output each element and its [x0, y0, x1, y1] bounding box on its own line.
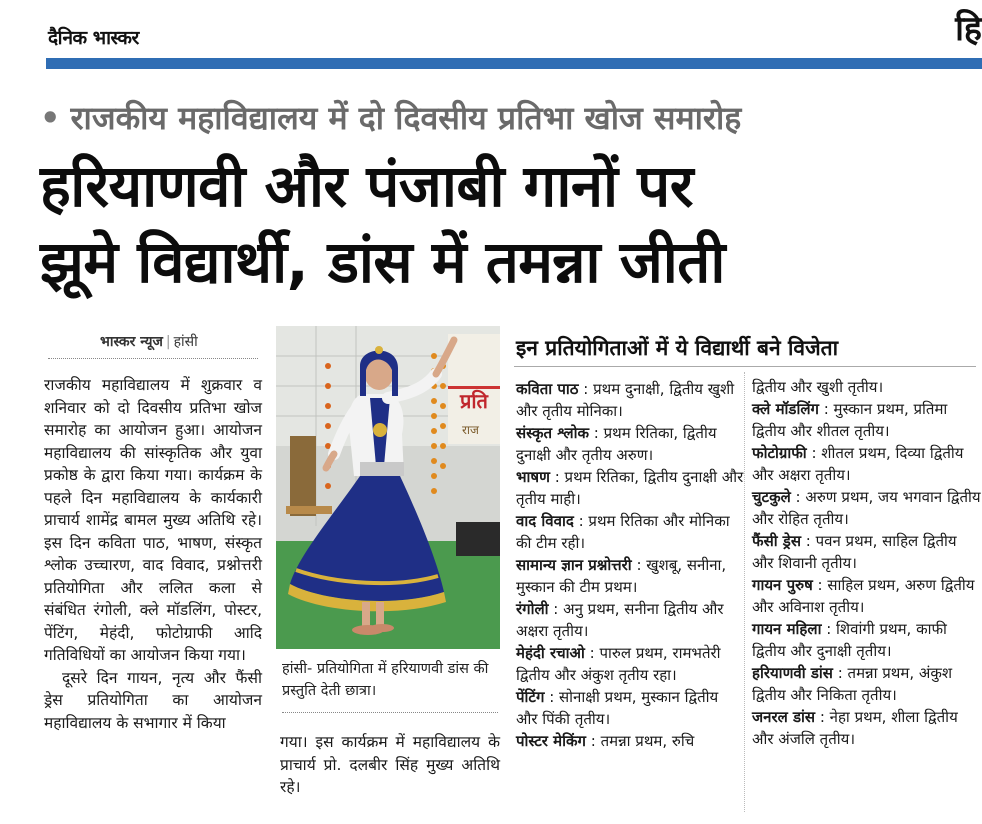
winner-result: साहिल प्रथम, अरुण द्वितीय और अविनाश तृतीय।: [752, 576, 975, 616]
winner-result: तमन्ना प्रथम, अंकुश द्वितीय और निकिता तृतीय।: [752, 664, 953, 704]
winner-category: कविता पाठ: [516, 380, 579, 398]
winner-entry: [752, 530, 982, 574]
newspaper-masthead: दैनिक भास्कर: [48, 27, 139, 49]
winner-separator: :: [589, 424, 604, 442]
winners-column-a: [516, 378, 744, 752]
winner-entry: [752, 574, 982, 618]
winners-column-b: [752, 376, 982, 750]
caption-divider: [282, 712, 498, 713]
winners-title: इन प्रतियोगिताओं में ये विद्यार्थी बने विजेता: [516, 336, 839, 360]
winners-column-divider: [744, 372, 745, 812]
winner-entry: [516, 730, 744, 752]
winner-entry: [752, 486, 982, 530]
winner-separator: :: [549, 468, 565, 486]
winner-separator: :: [584, 644, 600, 662]
winner-entry: [516, 598, 744, 642]
winner-result: अरुण प्रथम, जय भगवान द्वितीय और रोहित तृतीय।: [752, 488, 981, 528]
body-paragraph-2: दूसरे दिन गायन, नृत्य और फैंसी ड्रेस प्रतियोगिता का आयोजन महाविद्यालय के सभागार में किया: [44, 668, 262, 732]
winner-result: प्रथम रितिका, द्वितीय दुनाक्षी और तृतीय माही।: [516, 468, 744, 508]
winner-result: पारुल प्रथम, रामभतेरी द्वितीय और अंकुश तृतीय रहा।: [516, 644, 721, 684]
kicker-line: [40, 96, 741, 139]
winner-separator: :: [585, 732, 601, 750]
winner-category: गायन महिला: [752, 620, 822, 638]
winner-category: जनरल डांस: [752, 708, 816, 726]
winners-lead-text: द्वितीय और खुशी तृतीय।: [752, 378, 884, 396]
page-section-label: हि: [955, 9, 982, 49]
winner-separator: :: [806, 444, 822, 462]
winner-category: गायन पुरुष: [752, 576, 813, 594]
winner-entry: [752, 662, 982, 706]
winner-separator: :: [800, 532, 816, 550]
dance-photo: [276, 326, 500, 649]
winner-entry: [516, 378, 744, 422]
winner-category: रंगोली: [516, 600, 549, 618]
winner-entry: [516, 422, 744, 466]
winner-separator: :: [631, 556, 647, 574]
body-continued-text: गया। इस कार्यक्रम में महाविद्यालय के प्राचार्य प्रो. दलबीर सिंह मुख्य अतिथि रहे।: [280, 733, 500, 796]
byline-bureau: भास्कर न्यूज: [100, 334, 163, 350]
winner-category: संस्कृत श्लोक: [516, 424, 590, 442]
winner-result: सोनाक्षी प्रथम, मुस्कान द्वितीय और पिंकी तृतीय।: [516, 688, 719, 728]
article-body-continued: [280, 731, 500, 799]
winner-category: फैंसी ड्रेस: [752, 532, 801, 550]
winner-entry: [516, 642, 744, 686]
winner-category: भाषण: [516, 468, 550, 486]
winner-result: प्रथम रितिका, द्वितीय दुनाक्षी और तृतीय अरुण।: [516, 424, 717, 464]
byline: [100, 332, 198, 351]
winner-entry: [752, 442, 982, 486]
backdrop-text: प्रति: [460, 389, 488, 413]
dancer-illustration: [276, 326, 500, 649]
kicker-text: राजकीय महाविद्यालय में दो दिवसीय प्रतिभा खोज समारोह: [70, 99, 742, 137]
winner-result: शीतल प्रथम, दिव्या द्वितीय और अक्षरा तृतीय।: [752, 444, 964, 484]
winner-result: खुशबू, सनीना, मुस्कान की टीम प्रथम।: [516, 556, 727, 596]
winner-result: शिवांगी प्रथम, काफी द्वितीय और दुनाक्षी तृतीय।: [752, 620, 947, 660]
next-article-cutoff: [46, 812, 982, 824]
winner-separator: :: [832, 664, 848, 682]
winner-result: तमन्ना प्रथम, रुचि: [600, 732, 695, 750]
winner-separator: :: [818, 400, 834, 418]
bullet-icon: •: [40, 99, 61, 137]
body-paragraph-1: राजकीय महाविद्यालय में शुक्रवार व शनिवार को दो दिवसीय प्रतिभा खोज समारोह का आयोजन हुआ। आयोजन महाविद्यालय की सांस्कृतिक और युवा प्रकोष्ठ के द्वारा किया गया। कार्यक्रम के पहले दिन महाविद्यालय के कार्यकारी प्राचार्य शामेंद्र बामल मुख्य अतिथि रहे। इस दिन कविता पाठ, भाषण, संस्कृत श्लोक उच्चारण, वाद विवाद, प्रश्नोत्तरी प्रतियोगिता और ललित कला से संबंधित रंगोली, क्ले मॉडलिंग, पोस्टर, पेंटिंग, मेहंदी, फोटोग्राफी आदि गतिविधियों का आयोजन किया गया।: [44, 376, 262, 664]
headline: [40, 148, 980, 300]
winner-entry: [752, 706, 982, 750]
winner-category: सामान्य ज्ञान प्रश्नोत्तरी: [516, 556, 632, 574]
winner-result: प्रथम दुनाक्षी, द्वितीय खुशी और तृतीय मोनिका।: [516, 380, 735, 420]
winner-separator: :: [578, 380, 594, 398]
winner-category: पोस्टर मेकिंग: [516, 732, 586, 750]
winner-entry: [752, 618, 982, 662]
winner-separator: :: [790, 488, 806, 506]
winner-category: मेहंदी रचाओ: [516, 644, 585, 662]
winner-entry: [516, 510, 744, 554]
winner-entry: [516, 554, 744, 598]
winner-category: वाद विवाद: [516, 512, 574, 530]
winner-category: फोटोग्राफी: [752, 444, 807, 462]
winner-category: पेंटिंग: [516, 688, 545, 706]
winner-entry: [516, 686, 744, 730]
backdrop-subtext: राज: [462, 423, 479, 437]
winner-separator: :: [821, 620, 837, 638]
winners-title-rule: [514, 366, 976, 367]
winner-separator: :: [573, 512, 589, 530]
winner-separator: :: [544, 688, 560, 706]
article-body: [44, 374, 262, 734]
byline-separator: |: [165, 334, 171, 350]
winner-category: हरियाणवी डांस: [752, 664, 833, 682]
headline-line-2: झूमे विद्यार्थी, डांस में तमन्ना जीती: [40, 228, 725, 296]
winner-separator: :: [815, 708, 830, 726]
headline-line-1: हरियाणवी और पंजाबी गानों पर: [40, 152, 693, 220]
winner-result: अनु प्रथम, सनीना द्वितीय और अक्षरा तृतीय।: [516, 600, 724, 640]
winner-entry: [752, 398, 982, 442]
winner-separator: :: [812, 576, 828, 594]
winner-result: मुस्कान प्रथम, प्रतिमा द्वितीय और शीतल तृतीय।: [752, 400, 948, 440]
winner-result: प्रथम रितिका और मोनिका की टीम रही।: [516, 512, 730, 552]
winner-category: चुटकुले: [752, 488, 791, 506]
photo-caption: हांसी- प्रतियोगिता में हरियाणवी डांस की प्रस्तुति देती छात्रा।: [282, 661, 489, 699]
header-rule: [46, 58, 982, 69]
winner-result: नेहा प्रथम, शीला द्वितीय और अंजलि तृतीय।: [752, 708, 958, 748]
winner-result: पवन प्रथम, साहिल द्वितीय और शिवानी तृतीय।: [752, 532, 957, 572]
byline-divider: [48, 358, 258, 359]
winner-separator: :: [548, 600, 564, 618]
winner-entry: [516, 466, 744, 510]
byline-place: हांसी: [173, 334, 198, 350]
winner-category: क्ले मॉडलिंग: [752, 400, 819, 418]
